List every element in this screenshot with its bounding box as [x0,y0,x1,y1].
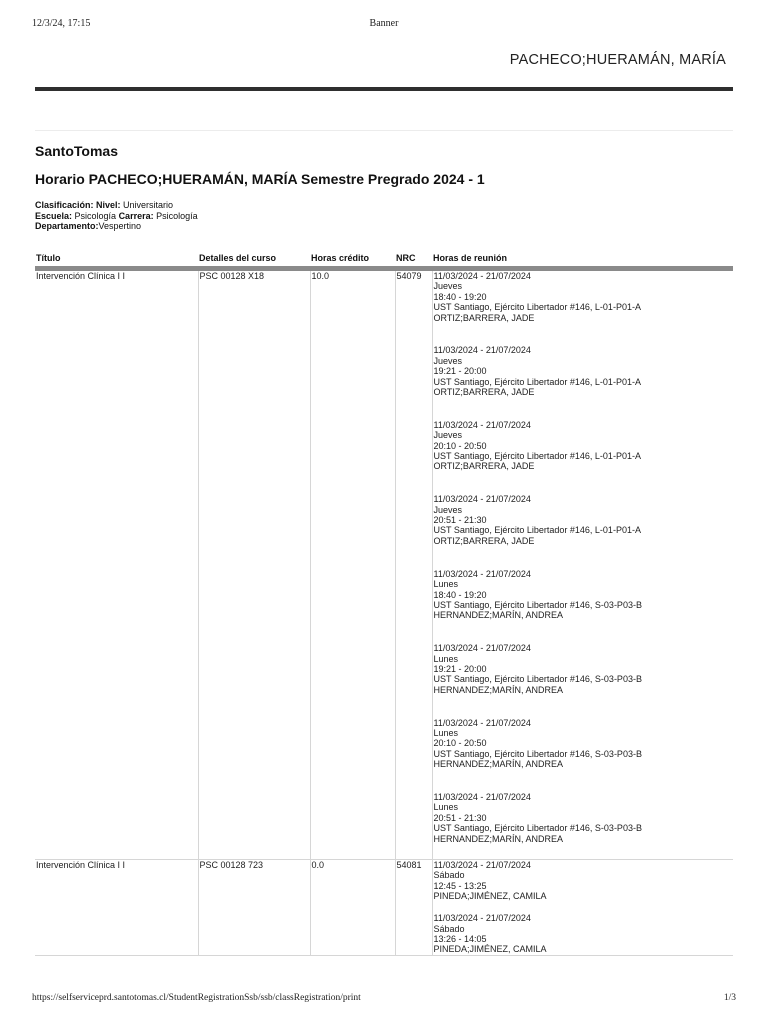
meeting-location: UST Santiago, Ejército Libertador #146, L-01-P01-A [433,302,641,313]
course-title-cell: Intervención Clínica I I [35,269,198,860]
meeting-day: Jueves [433,281,463,292]
meeting-times-cell [432,269,733,860]
nrc-cell: 54081 [395,859,432,955]
meeting-day: Jueves [433,430,463,441]
course-details-cell: PSC 00128 X18 [198,269,310,860]
meeting-location: UST Santiago, Ejército Libertador #146, S-03-P03-B [433,748,642,759]
column-header-nrc: NRC [395,252,432,269]
meeting-instructor: PINEDA;JIMÉNEZ, CAMILA [433,944,547,955]
print-date: 12/3/24, 17:15 [32,18,91,29]
institution-name: SantoTomas [35,143,118,159]
meeting-block [434,420,733,494]
nrc-cell: 54079 [395,269,432,860]
department-label: Departamento: [35,221,99,231]
schedule-table-body [35,269,733,956]
course-title-cell: Intervención Clínica I I [35,859,198,955]
classification-line [35,200,198,211]
meeting-time: 19:21 - 20:00 [433,663,487,674]
meeting-time: 20:10 - 20:50 [433,440,487,451]
column-header-credit-hours: Horas crédito [310,252,395,269]
meeting-dates: 11/03/2024 - 21/07/2024 [433,494,531,505]
meeting-location: UST Santiago, Ejército Libertador #146, L-01-P01-A [433,525,641,536]
department-value: Vespertino [98,221,142,231]
column-header-course-details: Detalles del curso [198,252,310,269]
user-name: PACHECO;HUERAMÁN, MARÍA [509,52,726,68]
meeting-location: UST Santiago, Ejército Libertador #146, S-03-P03-B [433,823,642,834]
meeting-dates: 11/03/2024 - 21/07/2024 [433,643,531,654]
meeting-dates: 11/03/2024 - 21/07/2024 [433,791,531,802]
meeting-times-cell [432,859,733,955]
print-header [32,18,736,32]
meeting-instructor: ORTIZ;BARRERA, JADE [433,461,535,472]
meeting-day: Lunes [433,579,459,590]
meeting-dates: 11/03/2024 - 21/07/2024 [433,271,531,281]
meeting-block [434,494,733,568]
table-header-row [35,252,733,269]
meeting-instructor: ORTIZ;BARRERA, JADE [433,535,535,546]
meeting-instructor: ORTIZ;BARRERA, JADE [433,312,535,323]
meeting-time: 13:26 - 14:05 [433,934,487,945]
meeting-block [434,345,733,419]
meeting-block [434,913,733,955]
meeting-dates: 11/03/2024 - 21/07/2024 [433,913,531,924]
meeting-block [434,792,733,859]
meeting-time: 20:51 - 21:30 [433,812,487,823]
meeting-dates: 11/03/2024 - 21/07/2024 [433,859,531,870]
meeting-day: Jueves [433,355,463,366]
schedule-title: Horario PACHECO;HUERAMÁN, MARÍA Semestre Pregrado 2024 - 1 [35,171,485,187]
course-details-cell: PSC 00128 723 [198,859,310,955]
print-footer [32,993,736,1007]
meeting-dates: 11/03/2024 - 21/07/2024 [433,419,531,430]
header-divider [35,87,733,91]
career-label: Carrera: [118,210,154,221]
classification-value: Universitario [120,200,174,210]
meeting-location: UST Santiago, Ejército Libertador #146, S-03-P03-B [433,674,642,685]
meeting-location: UST Santiago, Ejército Libertador #146, L-01-P01-A [433,376,641,387]
meeting-time: 19:21 - 20:00 [433,366,487,377]
meeting-time: 18:40 - 19:20 [433,291,487,302]
meeting-block [434,271,733,345]
meeting-day: Jueves [433,504,463,515]
section-divider [35,130,733,131]
meeting-day: Lunes [433,727,459,738]
credit-hours-cell: 10.0 [310,269,395,860]
school-label: Escuela: [35,210,73,221]
meeting-block [434,718,733,792]
credit-hours-cell: 0.0 [310,859,395,955]
print-url: https://selfserviceprd.santotomas.cl/StudentRegistrationSsb/ssb/classRegistration/print [32,993,361,1003]
column-header-meeting-times: Horas de reunión [432,252,733,269]
meeting-day: Sábado [433,870,465,881]
meeting-time: 20:51 - 21:30 [433,515,487,526]
classification-label: Clasificación: Nivel: [35,200,121,210]
meeting-time: 12:45 - 13:25 [433,880,487,891]
table-row [35,269,733,860]
department-line [35,221,198,232]
meeting-day: Lunes [433,802,459,813]
meeting-instructor: HERNANDEZ;MARÍN, ANDREA [433,833,564,844]
meeting-day: Sábado [433,923,465,934]
meeting-dates: 11/03/2024 - 21/07/2024 [433,345,531,356]
meeting-block [434,860,733,913]
student-info [35,200,198,232]
table-row [35,859,733,955]
meeting-time: 20:10 - 20:50 [433,738,487,749]
meeting-instructor: ORTIZ;BARRERA, JADE [433,387,535,398]
page-number: 1/3 [723,993,736,1003]
meeting-dates: 11/03/2024 - 21/07/2024 [433,717,531,728]
meeting-block [434,569,733,643]
meeting-instructor: HERNANDEZ;MARÍN, ANDREA [433,610,564,621]
meeting-block [434,643,733,717]
school-line [35,211,198,222]
column-header-title: Título [35,252,198,269]
school-value: Psicología [72,210,119,221]
meeting-location: UST Santiago, Ejército Libertador #146, L-01-P01-A [433,451,641,462]
schedule-table [35,252,733,956]
print-page-title: Banner [369,18,399,29]
meeting-location: UST Santiago, Ejército Libertador #146, S-03-P03-B [433,599,642,610]
meeting-instructor: HERNANDEZ;MARÍN, ANDREA [433,684,564,695]
meeting-instructor: PINEDA;JIMÉNEZ, CAMILA [433,891,547,902]
meeting-day: Lunes [433,653,459,664]
meeting-time: 18:40 - 19:20 [433,589,487,600]
meeting-dates: 11/03/2024 - 21/07/2024 [433,568,531,579]
meeting-instructor: HERNANDEZ;MARÍN, ANDREA [433,759,564,770]
career-value: Psicología [153,210,198,221]
